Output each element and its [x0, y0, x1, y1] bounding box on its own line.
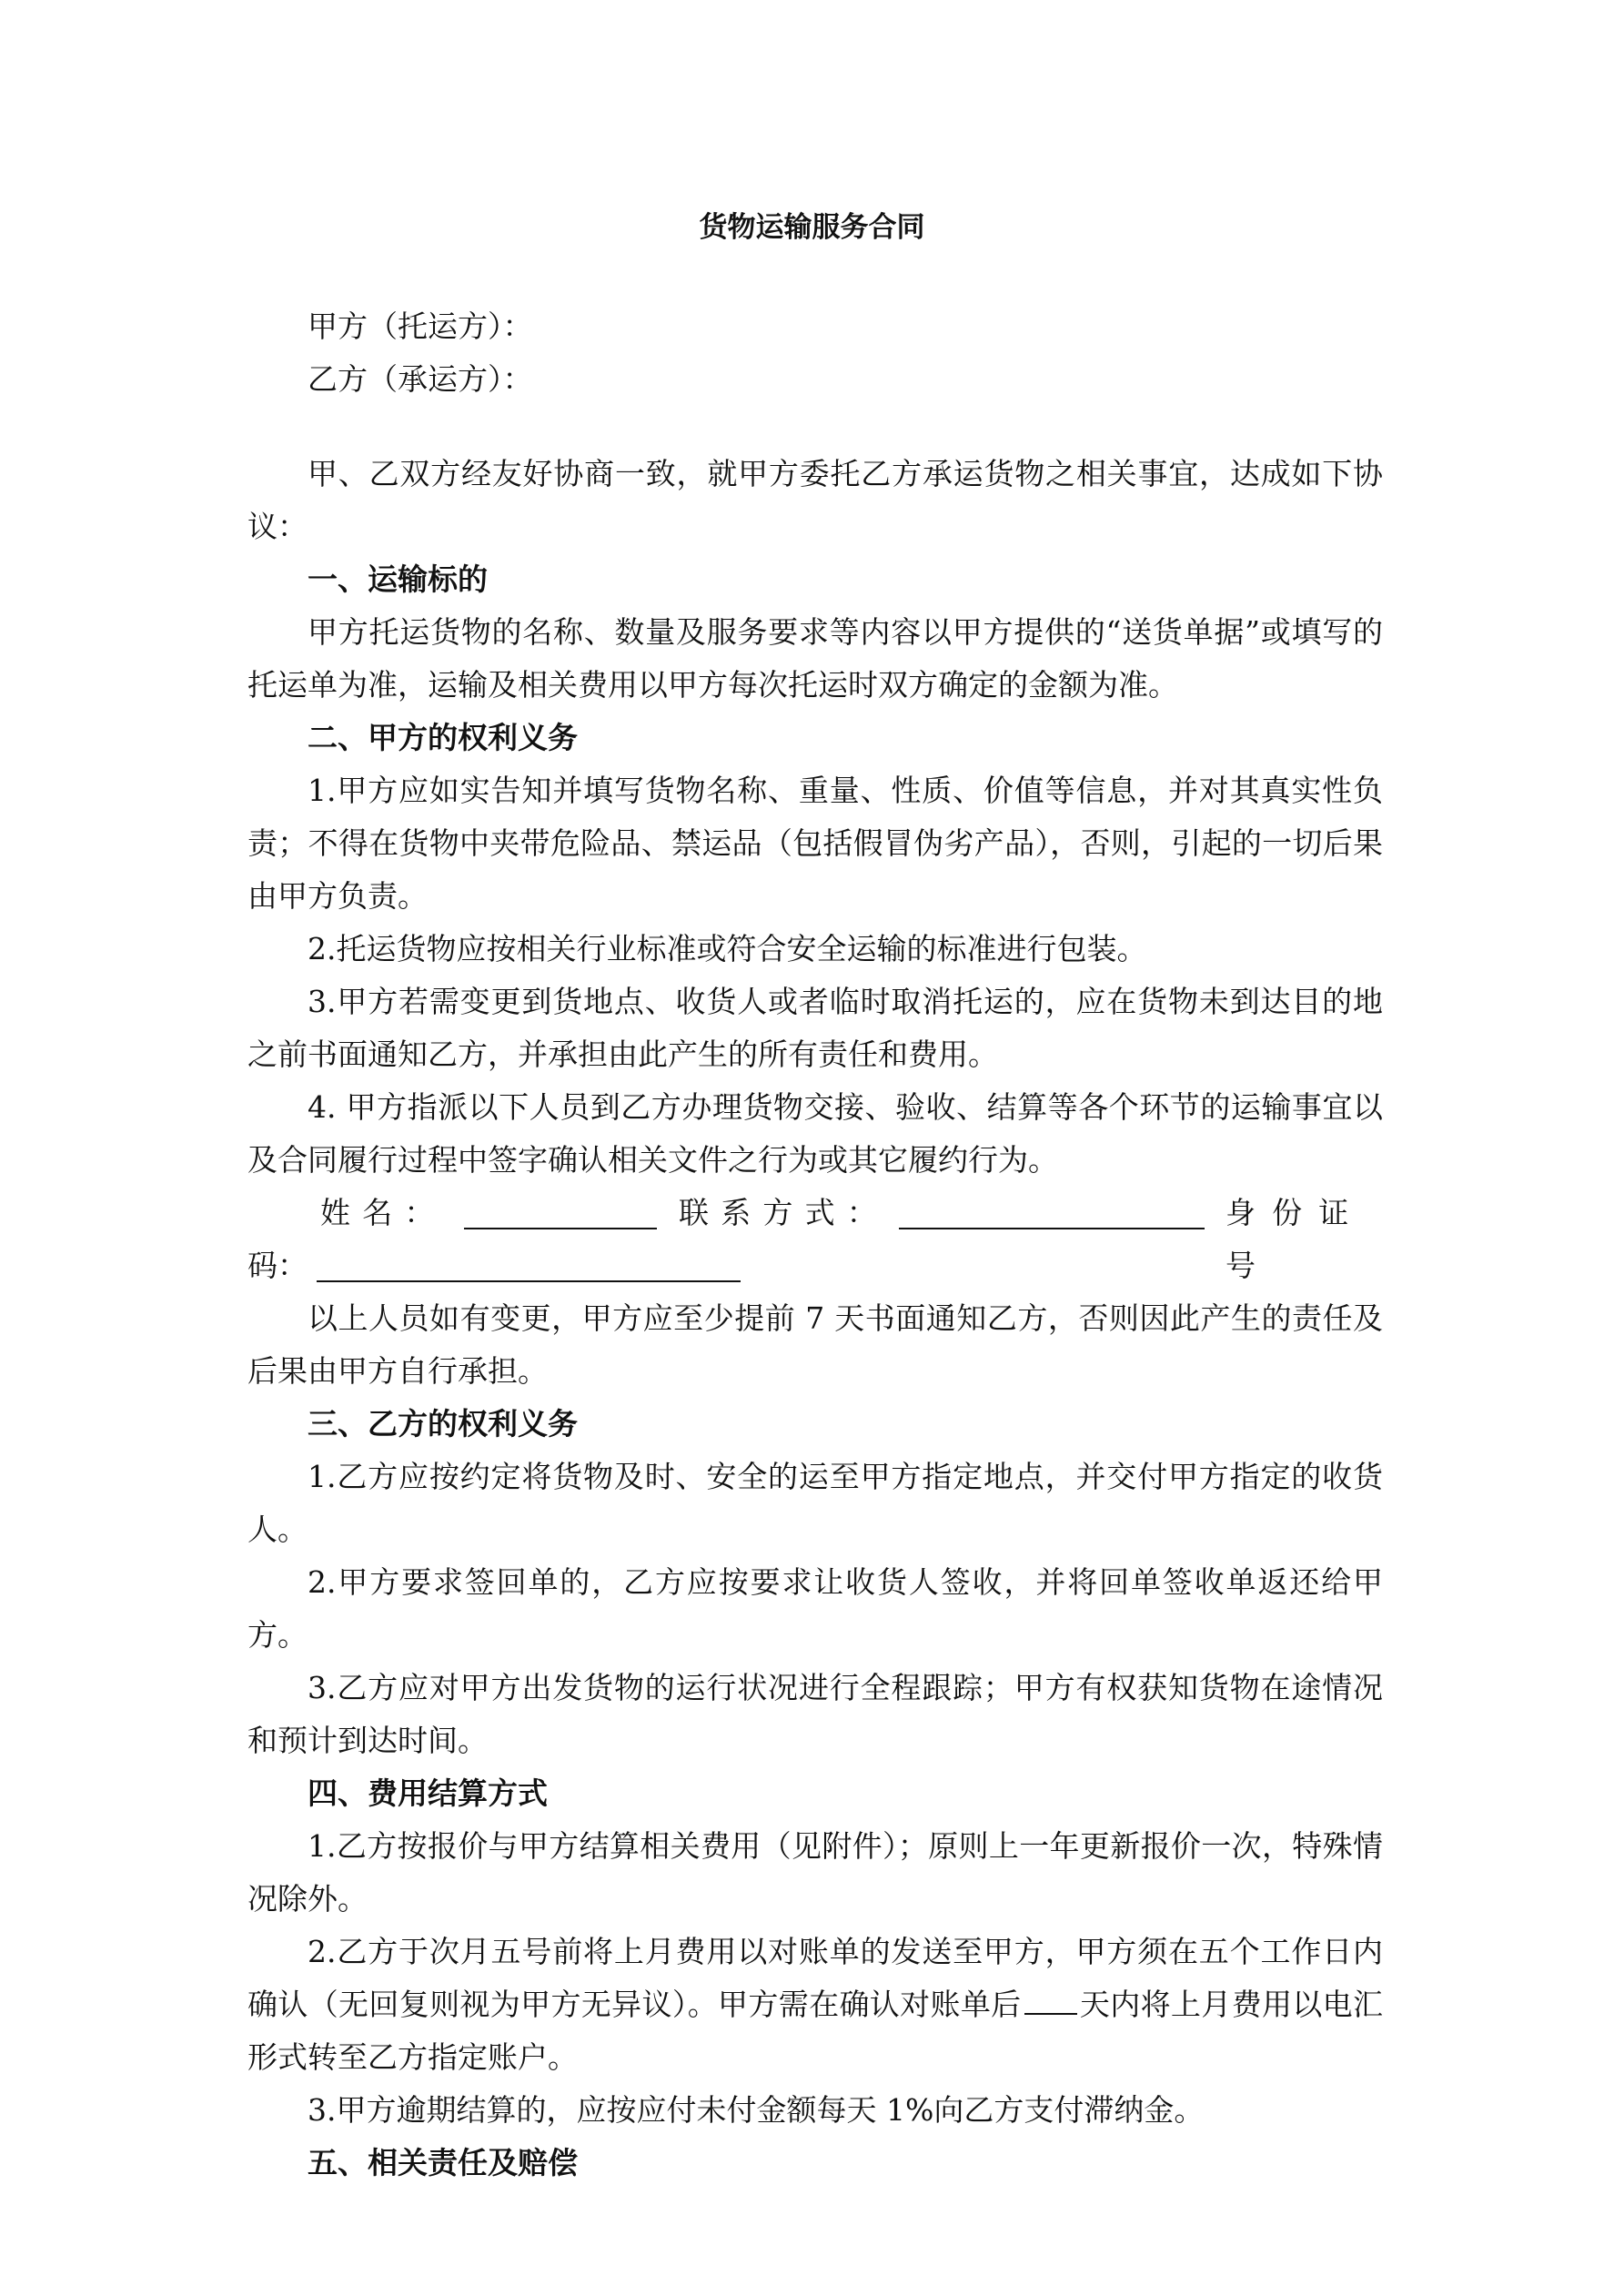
field-id-label-cont: 码：	[247, 1248, 308, 1283]
section-4-clause-1: 1.乙方按报价与甲方结算相关费用（见附件）；原则上一年更新报价一次，特殊情况除外。	[247, 1828, 1383, 1917]
section-2-clause-4: 4. 甲方指派以下人员到乙方办理货物交接、验收、结算等各个环节的运输事宜以及合同履行过程中签字确认相关文件之行为或其它履约行为。	[247, 1089, 1383, 1178]
party-a-line: 甲方（托运方）：	[308, 308, 533, 344]
field-name-blank[interactable]	[464, 1198, 657, 1229]
party-b-line: 乙方（承运方）：	[308, 361, 533, 397]
section-2-clause-2: 2.托运货物应按相关行业标准或符合安全运输的标准进行包装。	[308, 931, 1147, 966]
document-title: 货物运输服务合同	[699, 211, 925, 244]
section-2-clause-3: 3.甲方若需变更到货地点、收货人或者临时取消托运的，应在货物未到达目的地之前书面通知乙方，并承担由此产生的所有责任和费用。	[247, 984, 1383, 1072]
field-contact-label: 联系方式：	[679, 1195, 889, 1230]
section-5-heading: 五、相关责任及赔偿	[308, 2145, 578, 2180]
section-4-clause-2	[247, 1926, 1383, 2084]
designee-fields	[247, 1187, 1383, 1292]
section-4-clause-2-text-a: 2.乙方于次月五号前将上月费用以对账单的发送至甲方，甲方须在五个工作日内确认（无回复则视为甲方无异议）。甲方需在确认对账单后	[247, 1934, 1383, 2022]
section-1-paragraph: 甲方托运货物的名称、数量及服务要求等内容以甲方提供的“送货单据”或填写的托运单为准，运输及相关费用以甲方每次托运时双方确定的金额为准。	[247, 614, 1383, 703]
section-2-heading: 二、甲方的权利义务	[308, 720, 578, 755]
section-1-heading: 一、运输标的	[308, 561, 488, 597]
section-4-clause-2-text-b: 天内将上月费用以电汇形式转至乙方指定账户。	[247, 1987, 1384, 2075]
section-2-clause-1: 1.甲方应如实告知并填写货物名称、重量、性质、价值等信息，并对其真实性负责；不得在货物中夹带危险品、禁运品（包括假冒伪劣产品），否则，引起的一切后果由甲方负责。	[247, 773, 1383, 914]
section-2-note: 以上人员如有变更，甲方应至少提前 7 天书面通知乙方，否则因此产生的责任及后果由甲方自行承担。	[247, 1300, 1383, 1389]
spacer	[247, 406, 1383, 448]
section-3-clause-2: 2.甲方要求签回单的，乙方应按要求让收货人签收，并将回单签收单返还给甲方。	[247, 1564, 1383, 1653]
field-contact-blank[interactable]	[899, 1198, 1205, 1229]
section-3-clause-3: 3.乙方应对甲方出发货物的运行状况进行全程跟踪；甲方有权获知货物在途情况和预计到达时间。	[247, 1670, 1383, 1758]
field-name-label: 姓名：	[320, 1195, 447, 1230]
field-id-blank[interactable]	[317, 1250, 741, 1282]
section-3-clause-1: 1.乙方应按约定将货物及时、安全的运至甲方指定地点，并交付甲方指定的收货人。	[247, 1459, 1383, 1547]
section-4-clause-3: 3.甲方逾期结算的，应按应付未付金额每天 1%向乙方支付滞纳金。	[308, 2092, 1205, 2128]
document-body	[247, 300, 1383, 2190]
payment-days-blank[interactable]	[1024, 1983, 1077, 2015]
section-3-heading: 三、乙方的权利义务	[308, 1406, 578, 1441]
field-id-label: 身份证号	[1226, 1195, 1366, 1283]
section-4-heading: 四、费用结算方式	[308, 1775, 548, 1811]
intro-paragraph: 甲、乙双方经友好协商一致，就甲方委托乙方承运货物之相关事宜，达成如下协议：	[247, 456, 1383, 544]
